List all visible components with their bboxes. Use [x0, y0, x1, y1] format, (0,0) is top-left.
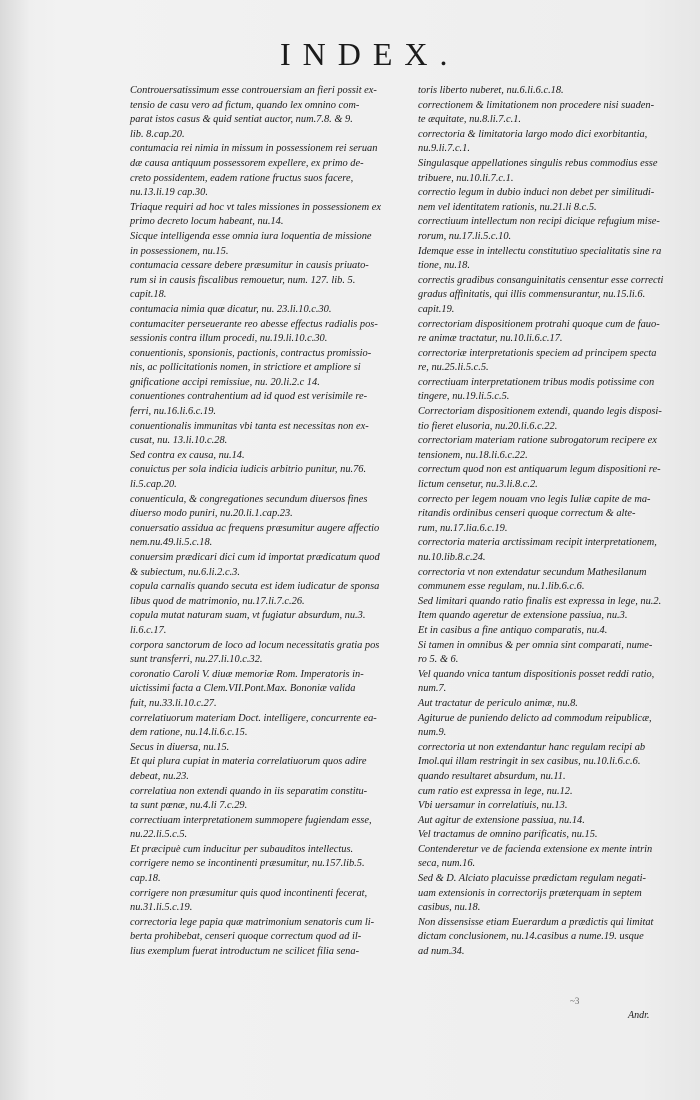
index-line: correctiuum intellectum non recipi dicique refugium mise-: [418, 216, 660, 228]
index-line: capit.19.: [418, 303, 455, 315]
index-line: toris liberto nuberet, nu.6.li.6.c.18.: [418, 85, 564, 96]
index-line: correctoria lege papia quæ matrimonium senatoris cum li-: [130, 916, 375, 928]
index-line: correctum quod non est antiquarum legum dispositioni re-: [418, 464, 661, 476]
index-line: correcto per legem nouam vno legis Iuliæ capite de ma-: [418, 493, 651, 505]
index-line: cusat, nu. 13.li.10.c.28.: [130, 435, 228, 447]
index-line: correctoria ut non extendantur hanc regulam recipi ab: [418, 741, 646, 753]
index-line: copula carnalis quando secuta est idem iudicatur de sponsa: [130, 581, 380, 593]
index-line: copula mutat naturam suam, vt fugiatur absurdum, nu.3.: [130, 610, 366, 622]
index-line: quando resultaret absurdum, nu.11.: [418, 770, 566, 782]
index-line: nem vel identitatem rationis, nu.21.li 8.c.5.: [418, 201, 597, 213]
index-line: berta prohibebat, censeri quoque correctum quod ad il-: [130, 931, 362, 943]
index-line: Sicque intelligenda esse omnia iura loquentia de missione: [130, 230, 372, 242]
index-line: corrigere non præsumitur quis quod incontinenti fecerat,: [130, 887, 368, 899]
index-line: Imol.qui illam restringit in sex casibus, nu.10.li.6.c.6.: [418, 756, 641, 768]
index-line: gnificatione accipi remissiue, nu. 20.li.2.c 14.: [130, 376, 320, 388]
catchword: Andr.: [628, 1010, 650, 1021]
index-line: tribuere, nu.10.li.7.c.1.: [418, 172, 514, 184]
index-line: Non dissensisse etiam Euerardum a prædictis qui limitat: [418, 916, 654, 928]
index-line: nu.10.lib.8.c.24.: [418, 552, 486, 563]
index-line: correlatiua non extendi quando in iis separatim constitu-: [130, 785, 368, 797]
index-line: Sed & D. Alciato placuisse prædictam regulam negati-: [418, 873, 646, 885]
signature-mark: ~3: [570, 996, 580, 1006]
index-line: num.7.: [418, 683, 447, 695]
index-line: conuictus per sola indicia iudicis arbitrio punitur, nu.76.: [130, 464, 367, 476]
index-line: correctis gradibus consanguinitatis censentur esse correcti: [418, 274, 664, 286]
index-line: Sed contra ex causa, nu.14.: [130, 449, 245, 461]
index-line: li.5.cap.20.: [130, 479, 177, 491]
index-line: Vbi uersamur in correlatiuis, nu.13.: [418, 800, 568, 812]
index-line: contumacia nimia quæ dicatur, nu. 23.li.10.c.30.: [130, 303, 332, 315]
index-line: seca, num.16.: [418, 858, 476, 870]
index-line: tensionem, nu.18.li.6.c.22.: [418, 449, 528, 461]
index-line: gradus affinitatis, qui illis commensurantur, nu.15.li.6.: [418, 289, 646, 301]
index-line: Correctoriam dispositionem extendi, quando legis disposi-: [418, 406, 662, 418]
index-line: li.6.c.17.: [130, 624, 167, 636]
index-line: nu.13.li.19 cap.30.: [130, 187, 208, 199]
index-line: conuentionalis immunitas vbi tanta est necessitas non ex-: [130, 420, 369, 432]
index-line: Et qui plura cupiat in materia correlatiuorum quos adire: [130, 756, 367, 768]
index-line: Et in casibus a fine antiquo comparatis, nu.4.: [418, 624, 608, 636]
index-line: Idemque esse in intellectu constitutiuo specialitatis sine ra: [418, 245, 662, 257]
index-line: nem.nu.49.li.5.c.18.: [130, 537, 213, 549]
index-line: ad num.34.: [418, 946, 465, 958]
index-line: lib. 8.cap.20.: [130, 128, 185, 140]
index-line: Aut tractatur de periculo animæ, nu.8.: [418, 697, 578, 709]
index-line: Si tamen in omnibus & per omnia sint comparati, nume-: [418, 639, 653, 651]
index-line: te æquitate, nu.8.li.7.c.1.: [418, 114, 522, 126]
index-line: dictam conclusionem, nu.14.casibus a nume.19. usque: [418, 931, 644, 943]
index-line: in possessionem, nu.15.: [130, 245, 229, 257]
index-line: rum si in causis fiscalibus remouetur, num. 127. lib. 5.: [130, 274, 356, 286]
index-line: conuentiones contrahentium ad id quod est verisimile re-: [130, 391, 368, 403]
index-line: sunt transferri, nu.27.li.10.c.32.: [130, 654, 263, 666]
index-line: Item quando ageretur de extensione passiua, nu.3.: [418, 610, 628, 622]
index-line: tingere, nu.19.li.5.c.5.: [418, 391, 510, 403]
index-line: communem esse regulam, nu.1.lib.6.c.6.: [418, 581, 585, 593]
index-line: cap.18.: [130, 873, 161, 885]
index-line: Contenderetur ve de facienda extensione ex mente intrin: [418, 843, 653, 855]
index-line: capit.18.: [130, 289, 167, 301]
index-line: conuenticula, & congregationes secundum diuersos fines: [130, 493, 368, 505]
index-line: correctio legum in dubio induci non debet per similitudi-: [418, 187, 655, 199]
index-line: dæ causa antiquum possessorem expellere, ex primo de-: [130, 157, 364, 169]
index-line: coronatio Caroli V. diuæ memoriæ Rom. Imperatoris in-: [130, 668, 364, 680]
index-line: Triaque requiri ad hoc vt tales missiones in possessionem ex: [130, 201, 381, 213]
index-line: re, nu.25.li.5.c.5.: [418, 362, 489, 374]
index-line: contumacia cessare debere præsumitur in causis priuato-: [130, 260, 369, 272]
index-line: correctoriam materiam ratione subrogatorum recipere ex: [418, 435, 657, 447]
index-column-right: [418, 84, 682, 960]
index-line: Singulasque appellationes singulis rebus commodius esse: [418, 157, 658, 169]
index-line: correctoria materia arctissimam recipit interpretationem,: [418, 537, 657, 549]
index-line: nis, ac pollicitationis nomen, in strictiore et ampliore si: [130, 362, 361, 374]
index-line: fuit, nu.33.li.10.c.27.: [130, 697, 217, 709]
index-line: contumacia rei nimia in missum in possessionem rei seruan: [130, 143, 378, 155]
index-line: uam extensionis in correctorijs præterquam in septem: [418, 887, 642, 899]
index-line: correctoria vt non extendatur secundum Mathesilanum: [418, 566, 647, 578]
index-line: tio fieret elusoria, nu.20.li.6.c.22.: [418, 420, 558, 432]
index-line: nu.9.li.7.c.1.: [418, 143, 470, 155]
index-line: correctoriam dispositionem protrahi quoque cum de fauo-: [418, 318, 660, 330]
index-line: nu.31.li.5.c.19.: [130, 902, 193, 914]
index-line: casibus, nu.18.: [418, 902, 481, 914]
index-line: lius exemplum fuerat introductum ne scilicet filia sena-: [130, 946, 360, 958]
page-title: INDEX.: [280, 36, 460, 72]
index-line: re animæ tractatur, nu.10.li.6.c.17.: [418, 333, 563, 345]
index-line: creto possidentem, eadem ratione fructus suos facere,: [130, 172, 354, 184]
index-line: rum, nu.17.lia.6.c.19.: [418, 522, 508, 534]
index-line: conuentionis, sponsionis, pactionis, contractus promissio-: [130, 347, 372, 359]
index-line: & subiectum, nu.6.li.2.c.3.: [130, 566, 240, 578]
index-line: Secus in diuersa, nu.15.: [130, 741, 230, 753]
index-line: libus quod de matrimonio, nu.17.li.7.c.26.: [130, 595, 305, 607]
index-line: corpora sanctorum de loco ad locum necessitatis gratia pos: [130, 639, 380, 651]
index-line: Sed limitari quando ratio finalis est expressa in lege, nu.2.: [418, 595, 662, 607]
index-line: tione, nu.18.: [418, 260, 470, 272]
index-line: conuersim prædicari dici cum id importat prædicatum quod: [130, 552, 380, 563]
index-line: contumaciter perseuerante reo abesse effectus radialis pos-: [130, 318, 378, 330]
index-line: ta sunt pœnæ, nu.4.li 7.c.29.: [130, 800, 248, 812]
index-line: correctiuam interpretationem tribus modis potissime con: [418, 376, 655, 388]
index-line: diuerso modo puniri, nu.20.li.1.cap.23.: [130, 508, 293, 520]
index-line: num.9.: [418, 727, 447, 739]
index-line: Controuersatissimum esse controuersiam an fieri possit ex-: [130, 85, 377, 96]
index-line: tensio de casu vero ad fictum, quando lex omnino com-: [130, 99, 360, 111]
index-line: ro 5. & 6.: [418, 654, 459, 666]
index-line: uictissimi facta a Clem.VII.Pont.Max. Bononiæ valida: [130, 683, 356, 695]
index-line: rorum, nu.17.li.5.c.10.: [418, 230, 512, 242]
index-line: conuersatio assidua ac frequens præsumitur augere affectio: [130, 522, 380, 534]
index-line: correctoria & limitatoria largo modo dici exorbitantia,: [418, 128, 648, 140]
index-line: Et præcipuè cum inducitur per subauditos intellectus.: [130, 843, 354, 855]
index-line: debeat, nu.23.: [130, 770, 189, 782]
index-line: cum ratio est expressa in lege, nu.12.: [418, 785, 573, 797]
index-line: correctoriæ interpretationis speciem ad principem specta: [418, 347, 657, 359]
index-line: primo decreto locum habeant, nu.14.: [130, 216, 284, 228]
index-line: ferri, nu.16.li.6.c.19.: [130, 406, 217, 418]
index-line: correctionem & limitationem non procedere nisi suaden-: [418, 99, 655, 111]
index-line: parat istos casus & quid sentiat auctor, num.7.8. & 9.: [130, 114, 353, 126]
index-line: correctiuam interpretationem summopere fugiendam esse,: [130, 814, 372, 826]
index-column-left: [130, 84, 420, 960]
index-line: sessionis contra illum procedi, nu.19.li.10.c.30.: [130, 333, 328, 345]
index-line: nu.22.li.5.c.5.: [130, 829, 188, 841]
index-line: correlatiuorum materiam Doct. intelligere, concurrente ea-: [130, 712, 377, 724]
index-line: lictum censetur, nu.3.li.8.c.2.: [418, 479, 538, 491]
index-line: Vel tractamus de omnino parificatis, nu.15.: [418, 829, 598, 841]
index-line: Agiturue de puniendo delicto ad commodum reipublicæ,: [418, 712, 652, 724]
index-line: dem ratione, nu.14.li.6.c.15.: [130, 727, 248, 739]
index-line: corrigere nemo se incontinenti præsumitur, nu.157.lib.5.: [130, 858, 365, 870]
index-line: Aut agitur de extensione passiua, nu.14.: [418, 814, 585, 826]
index-line: Vel quando vnica tantum dispositionis posset reddi ratio,: [418, 668, 655, 680]
index-line: ritandis ordinibus censeri quoque correctum & alte-: [418, 508, 636, 520]
